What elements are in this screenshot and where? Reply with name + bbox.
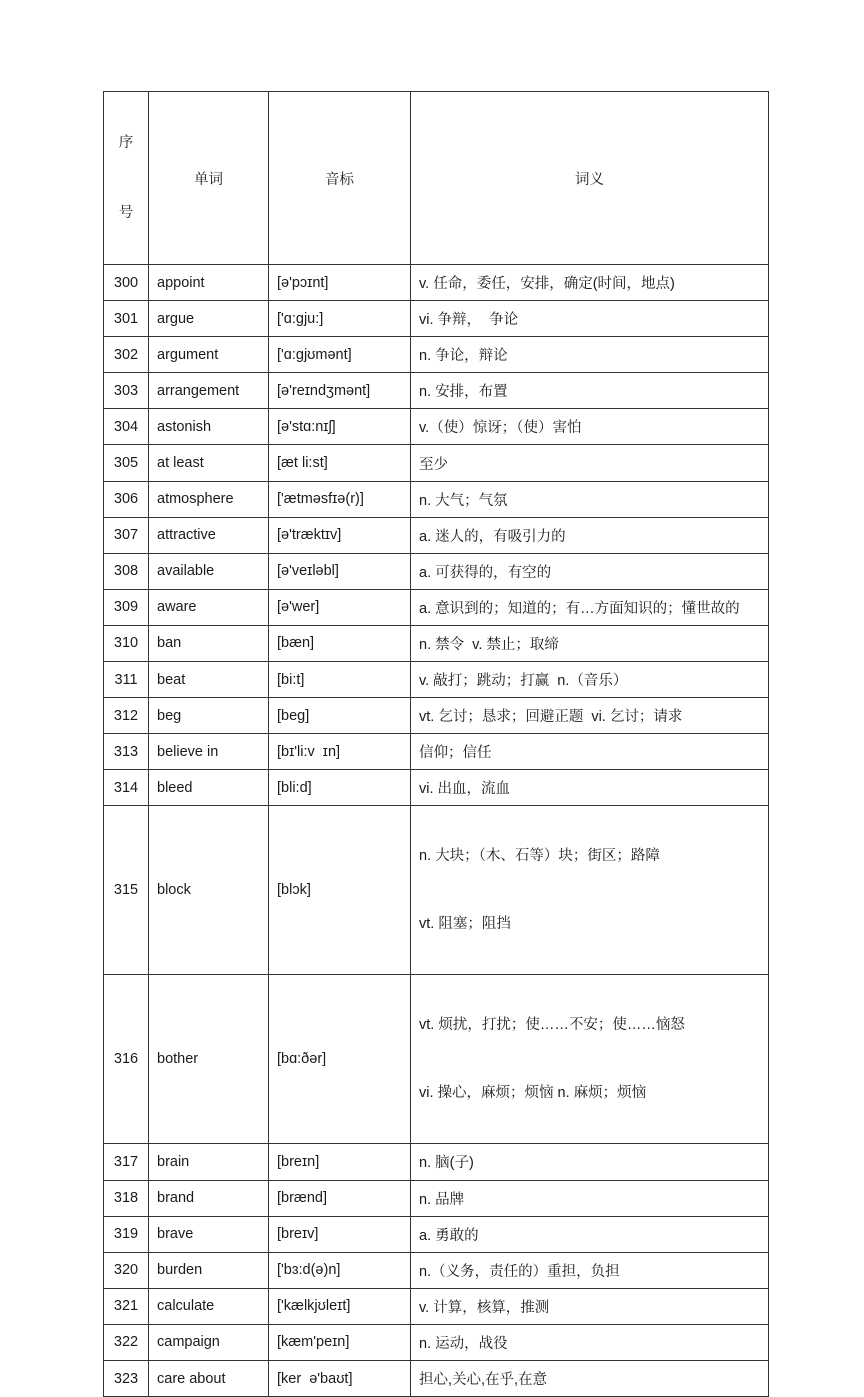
cell-word: calculate <box>149 1288 269 1324</box>
cell-word: appoint <box>149 265 269 301</box>
cell-index: 306 <box>104 481 149 517</box>
cell-phonetic: ['ɑ:gju:] <box>269 301 411 337</box>
table-row <box>104 1180 769 1216</box>
table-row <box>104 373 769 409</box>
cell-phonetic: [bæn] <box>269 625 411 661</box>
cell-meaning: a. 意识到的；知道的；有…方面知识的；懂世故的 <box>411 589 769 625</box>
cell-word: brain <box>149 1144 269 1180</box>
cell-meaning: v. 计算，核算，推测 <box>411 1288 769 1324</box>
cell-phonetic: [ə'stɑ:nɪʃ] <box>269 409 411 445</box>
table-header-row <box>104 92 769 265</box>
header-index: 序 号 <box>104 92 149 265</box>
table-row <box>104 806 769 975</box>
cell-word: argue <box>149 301 269 337</box>
meaning-line: vi. 操心，麻烦；烦恼 n. 麻烦；烦恼 <box>419 1085 647 1102</box>
cell-meaning: v. 任命，委任，安排，确定(时间，地点) <box>411 265 769 301</box>
cell-word: block <box>149 806 269 975</box>
cell-phonetic: [blɔk] <box>269 806 411 975</box>
cell-phonetic: ['ætməsfɪə(r)] <box>269 481 411 517</box>
cell-index: 313 <box>104 734 149 770</box>
cell-meaning: n. 脑(子) <box>411 1144 769 1180</box>
table-row <box>104 517 769 553</box>
cell-index: 321 <box>104 1288 149 1324</box>
table-row <box>104 481 769 517</box>
cell-index: 315 <box>104 806 149 975</box>
cell-index: 305 <box>104 445 149 481</box>
cell-word: brand <box>149 1180 269 1216</box>
cell-word: arrangement <box>149 373 269 409</box>
cell-word: burden <box>149 1252 269 1288</box>
table-row <box>104 1144 769 1180</box>
header-phonetic: 音标 <box>269 92 411 265</box>
cell-meaning: n.（义务，责任的）重担，负担 <box>411 1252 769 1288</box>
table-row <box>104 770 769 806</box>
cell-phonetic: [brænd] <box>269 1180 411 1216</box>
cell-index: 314 <box>104 770 149 806</box>
meaning-line: vt. 阻塞；阻挡 <box>419 916 511 933</box>
table-row <box>104 337 769 373</box>
cell-index: 304 <box>104 409 149 445</box>
cell-phonetic: [ə'reɪndʒmənt] <box>269 373 411 409</box>
cell-meaning <box>411 806 769 975</box>
cell-meaning: vi. 出血，流血 <box>411 770 769 806</box>
cell-meaning: v. 敲打；跳动；打赢 n.（音乐） <box>411 662 769 698</box>
cell-index: 307 <box>104 517 149 553</box>
header-meaning: 词义 <box>411 92 769 265</box>
cell-meaning: vi. 争辩， 争论 <box>411 301 769 337</box>
cell-phonetic: [bli:d] <box>269 770 411 806</box>
table-row <box>104 975 769 1144</box>
cell-phonetic: [bi:t] <box>269 662 411 698</box>
cell-word: available <box>149 553 269 589</box>
cell-index: 317 <box>104 1144 149 1180</box>
cell-meaning: a. 可获得的，有空的 <box>411 553 769 589</box>
vocab-table <box>103 91 769 1397</box>
cell-index: 323 <box>104 1360 149 1396</box>
cell-index: 316 <box>104 975 149 1144</box>
cell-phonetic: [breɪn] <box>269 1144 411 1180</box>
cell-meaning: 信仰；信任 <box>411 734 769 770</box>
cell-index: 319 <box>104 1216 149 1252</box>
cell-index: 309 <box>104 589 149 625</box>
table-row <box>104 625 769 661</box>
cell-index: 308 <box>104 553 149 589</box>
cell-index: 300 <box>104 265 149 301</box>
cell-meaning: 担心,关心,在乎,在意 <box>411 1360 769 1396</box>
cell-word: argument <box>149 337 269 373</box>
cell-meaning: v.（使）惊讶；（使）害怕 <box>411 409 769 445</box>
cell-word: at least <box>149 445 269 481</box>
cell-phonetic: [breɪv] <box>269 1216 411 1252</box>
cell-phonetic: [kæm'peɪn] <box>269 1324 411 1360</box>
cell-phonetic: [bɑ:ðər] <box>269 975 411 1144</box>
cell-meaning: n. 运动，战役 <box>411 1324 769 1360</box>
cell-phonetic: [ə'træktɪv] <box>269 517 411 553</box>
table-row <box>104 589 769 625</box>
cell-phonetic: [ker ə'baʊt] <box>269 1360 411 1396</box>
cell-index: 312 <box>104 698 149 734</box>
header-word: 单词 <box>149 92 269 265</box>
cell-index: 311 <box>104 662 149 698</box>
cell-word: astonish <box>149 409 269 445</box>
cell-phonetic: [ə'wer] <box>269 589 411 625</box>
cell-index: 303 <box>104 373 149 409</box>
cell-word: campaign <box>149 1324 269 1360</box>
cell-index: 318 <box>104 1180 149 1216</box>
cell-word: atmosphere <box>149 481 269 517</box>
cell-word: aware <box>149 589 269 625</box>
cell-meaning: a. 迷人的，有吸引力的 <box>411 517 769 553</box>
cell-meaning: vt. 乞讨；恳求；回避正题 vi. 乞讨；请求 <box>411 698 769 734</box>
cell-meaning: n. 大气；气氛 <box>411 481 769 517</box>
table-row <box>104 409 769 445</box>
meaning-line: vt. 烦扰，打扰；使……不安；使……恼怒 <box>419 1017 685 1034</box>
cell-index: 302 <box>104 337 149 373</box>
cell-word: brave <box>149 1216 269 1252</box>
cell-index: 322 <box>104 1324 149 1360</box>
cell-meaning: n. 禁令 v. 禁止；取缔 <box>411 625 769 661</box>
cell-meaning: 至少 <box>411 445 769 481</box>
table-row <box>104 1252 769 1288</box>
meaning-line: n. 大块；（木、石等）块；街区；路障 <box>419 848 660 865</box>
table-row <box>104 1288 769 1324</box>
table-row <box>104 1324 769 1360</box>
table-row <box>104 698 769 734</box>
cell-word: beat <box>149 662 269 698</box>
cell-meaning: n. 安排，布置 <box>411 373 769 409</box>
cell-phonetic: [ə'veɪləbl] <box>269 553 411 589</box>
cell-word: bother <box>149 975 269 1144</box>
table-row <box>104 265 769 301</box>
cell-word: care about <box>149 1360 269 1396</box>
table-row <box>104 445 769 481</box>
table-row <box>104 1360 769 1396</box>
cell-word: ban <box>149 625 269 661</box>
table-row <box>104 301 769 337</box>
cell-word: attractive <box>149 517 269 553</box>
cell-phonetic: ['kælkjʊleɪt] <box>269 1288 411 1324</box>
cell-phonetic: [æt li:st] <box>269 445 411 481</box>
cell-phonetic: ['ɑ:gjʊmənt] <box>269 337 411 373</box>
cell-meaning <box>411 975 769 1144</box>
table-row <box>104 553 769 589</box>
cell-phonetic: ['bɜ:d(ə)n] <box>269 1252 411 1288</box>
cell-word: beg <box>149 698 269 734</box>
cell-index: 301 <box>104 301 149 337</box>
table-row <box>104 734 769 770</box>
cell-meaning: a. 勇敢的 <box>411 1216 769 1252</box>
cell-index: 310 <box>104 625 149 661</box>
cell-meaning: n. 争论，辩论 <box>411 337 769 373</box>
cell-index: 320 <box>104 1252 149 1288</box>
cell-word: bleed <box>149 770 269 806</box>
cell-word: believe in <box>149 734 269 770</box>
cell-meaning: n. 品牌 <box>411 1180 769 1216</box>
cell-phonetic: [bɪ'li:v ɪn] <box>269 734 411 770</box>
table-row <box>104 662 769 698</box>
cell-phonetic: [beg] <box>269 698 411 734</box>
cell-phonetic: [ə'pɔɪnt] <box>269 265 411 301</box>
